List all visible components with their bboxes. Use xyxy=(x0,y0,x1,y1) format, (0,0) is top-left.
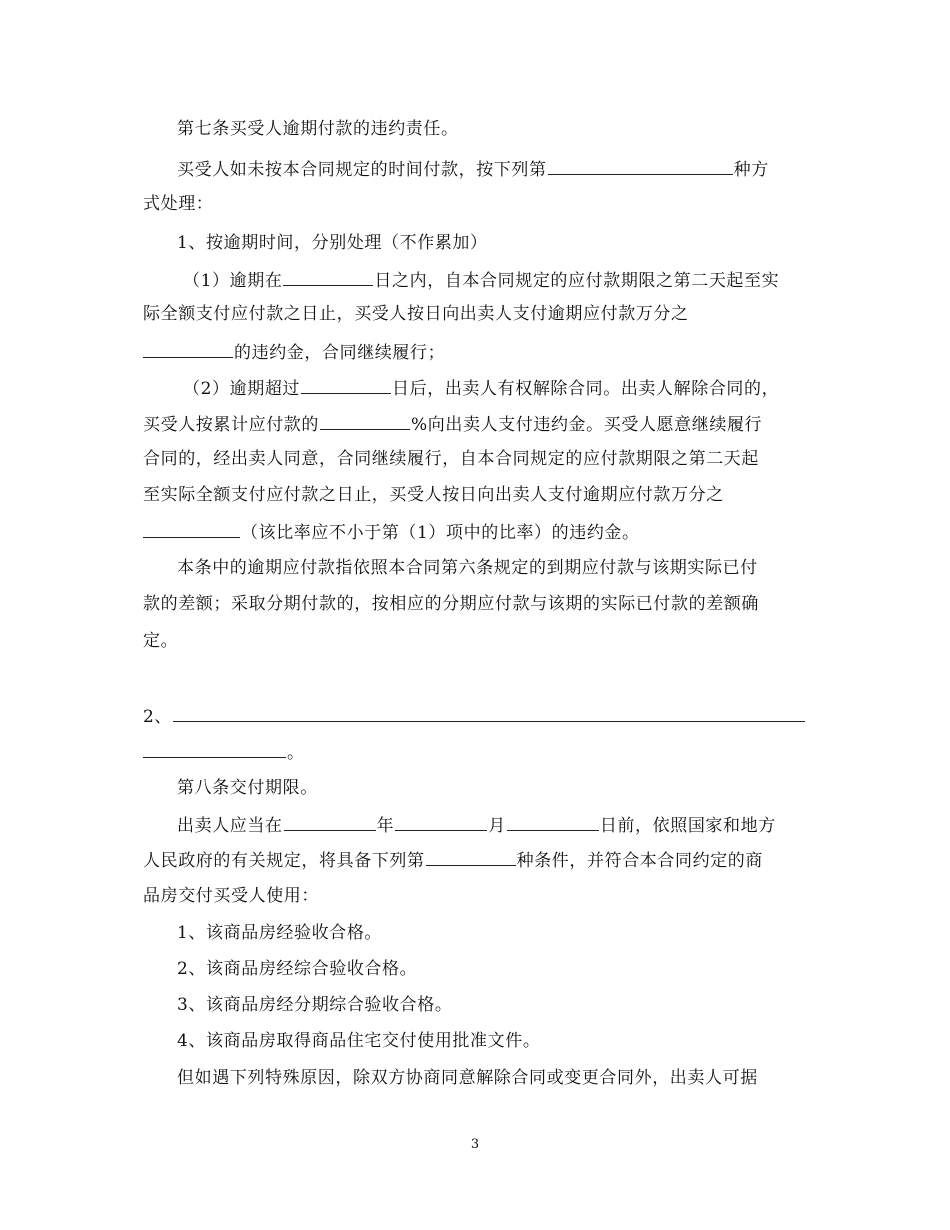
paragraph-line xyxy=(143,630,178,652)
fill-in-blank[interactable] xyxy=(426,848,516,866)
paragraph-line xyxy=(143,303,689,325)
paragraph-line xyxy=(177,557,758,579)
text-span: 月 xyxy=(488,816,506,836)
text-span: %向出卖人支付违约金。买受人愿意继续履行 xyxy=(411,415,763,435)
article-7-heading-text: 第七条买受人逾期付款的违约责任。 xyxy=(177,119,459,139)
text-span: 2、该商品房经综合验收合格。 xyxy=(177,959,418,979)
text-span: （该比率应不小于第（1）项中的比率）的违约金。 xyxy=(241,523,640,543)
list-item xyxy=(177,958,417,980)
text-span: （2）逾期超过 xyxy=(183,379,301,399)
text-span: 品房交付买受人使用： xyxy=(143,886,319,906)
paragraph-line xyxy=(143,193,213,215)
article-7-heading xyxy=(177,118,459,140)
day-blank[interactable] xyxy=(507,813,599,831)
paragraph-line xyxy=(177,1067,758,1089)
paragraph-line xyxy=(177,813,776,837)
text-span: 1、按逾期时间，分别处理（不作累加） xyxy=(177,233,488,253)
text-span: （1）逾期在 xyxy=(183,271,283,291)
paragraph-line xyxy=(143,885,319,907)
text-span: 日后，出卖人有权解除合同。出卖人解除合同的， xyxy=(392,379,780,399)
paragraph-line xyxy=(143,848,763,872)
month-blank[interactable] xyxy=(395,813,487,831)
text-span: 3、该商品房经分期综合验收合格。 xyxy=(177,995,453,1015)
paragraph-line xyxy=(143,340,445,364)
text-span: 定。 xyxy=(143,631,179,651)
text-span: 买受人如未按本合同规定的时间付款，按下列第 xyxy=(177,160,547,180)
paragraph-line xyxy=(183,376,779,400)
fill-in-blank[interactable] xyxy=(301,376,391,394)
paragraph-line xyxy=(143,520,640,544)
paragraph-line xyxy=(143,412,762,436)
list-item xyxy=(177,1030,540,1052)
text-span: 的违约金，合同继续履行； xyxy=(234,343,446,363)
paragraph-line xyxy=(143,593,759,615)
paragraph-line xyxy=(183,268,779,292)
list-item xyxy=(177,922,382,944)
fill-in-blank[interactable] xyxy=(143,340,233,358)
page-number: 3 xyxy=(470,1137,480,1152)
text-span: 本条中的逾期应付款指依照本合同第六条规定的到期应付款与该期实际已付 xyxy=(177,558,758,578)
text-span: 出卖人应当在 xyxy=(177,816,283,836)
fill-in-blank[interactable] xyxy=(143,740,286,758)
fill-in-blank[interactable] xyxy=(320,412,410,430)
paragraph-line xyxy=(143,740,305,764)
text-span: 人民政府的有关规定，将具备下列第 xyxy=(143,851,425,871)
fill-in-blank[interactable] xyxy=(143,520,240,538)
text-span: 日前，依照国家和地方 xyxy=(599,816,776,836)
text-span: 。 xyxy=(287,743,305,763)
paragraph-line xyxy=(177,232,488,254)
text-span: 2、 xyxy=(143,707,173,727)
fill-in-blank[interactable] xyxy=(173,704,805,722)
text-span: 种条件，并符合本合同约定的商 xyxy=(516,851,764,871)
text-span: 式处理： xyxy=(143,194,214,214)
article-8-heading xyxy=(177,777,318,799)
text-span: 4、该商品房取得商品住宅交付使用批准文件。 xyxy=(177,1031,541,1051)
text-span: 日之内，自本合同规定的应付款期限之第二天起至实 xyxy=(374,271,780,291)
text-span: 买受人按累计应付款的 xyxy=(143,415,319,435)
text-span: 1、该商品房经验收合格。 xyxy=(177,923,383,943)
list-item xyxy=(177,994,452,1016)
paragraph-line xyxy=(143,448,759,470)
text-span: 款的差额；采取分期付款的，按相应的分期应付款与该期的实际已付款的差额确 xyxy=(143,594,759,614)
paragraph-line xyxy=(143,484,724,506)
fill-in-blank[interactable] xyxy=(548,157,733,175)
year-blank[interactable] xyxy=(284,813,376,831)
text-span: 合同的，经出卖人同意，合同继续履行，自本合同规定的应付款期限之第二天起 xyxy=(143,449,759,469)
text-span: 种方 xyxy=(733,160,769,180)
text-span: 至实际全额支付应付款之日止，买受人按日向出卖人支付逾期应付款万分之 xyxy=(143,485,724,505)
paragraph-line xyxy=(177,157,769,181)
text-span: 年 xyxy=(376,816,395,836)
paragraph-line xyxy=(143,704,806,728)
article-8-heading-text: 第八条交付期限。 xyxy=(177,778,318,798)
text-span: 但如遇下列特殊原因，除双方协商同意解除合同或变更合同外，出卖人可据 xyxy=(177,1068,758,1088)
text-span: 际全额支付应付款之日止，买受人按日向出卖人支付逾期应付款万分之 xyxy=(143,304,689,324)
fill-in-blank[interactable] xyxy=(283,268,373,286)
